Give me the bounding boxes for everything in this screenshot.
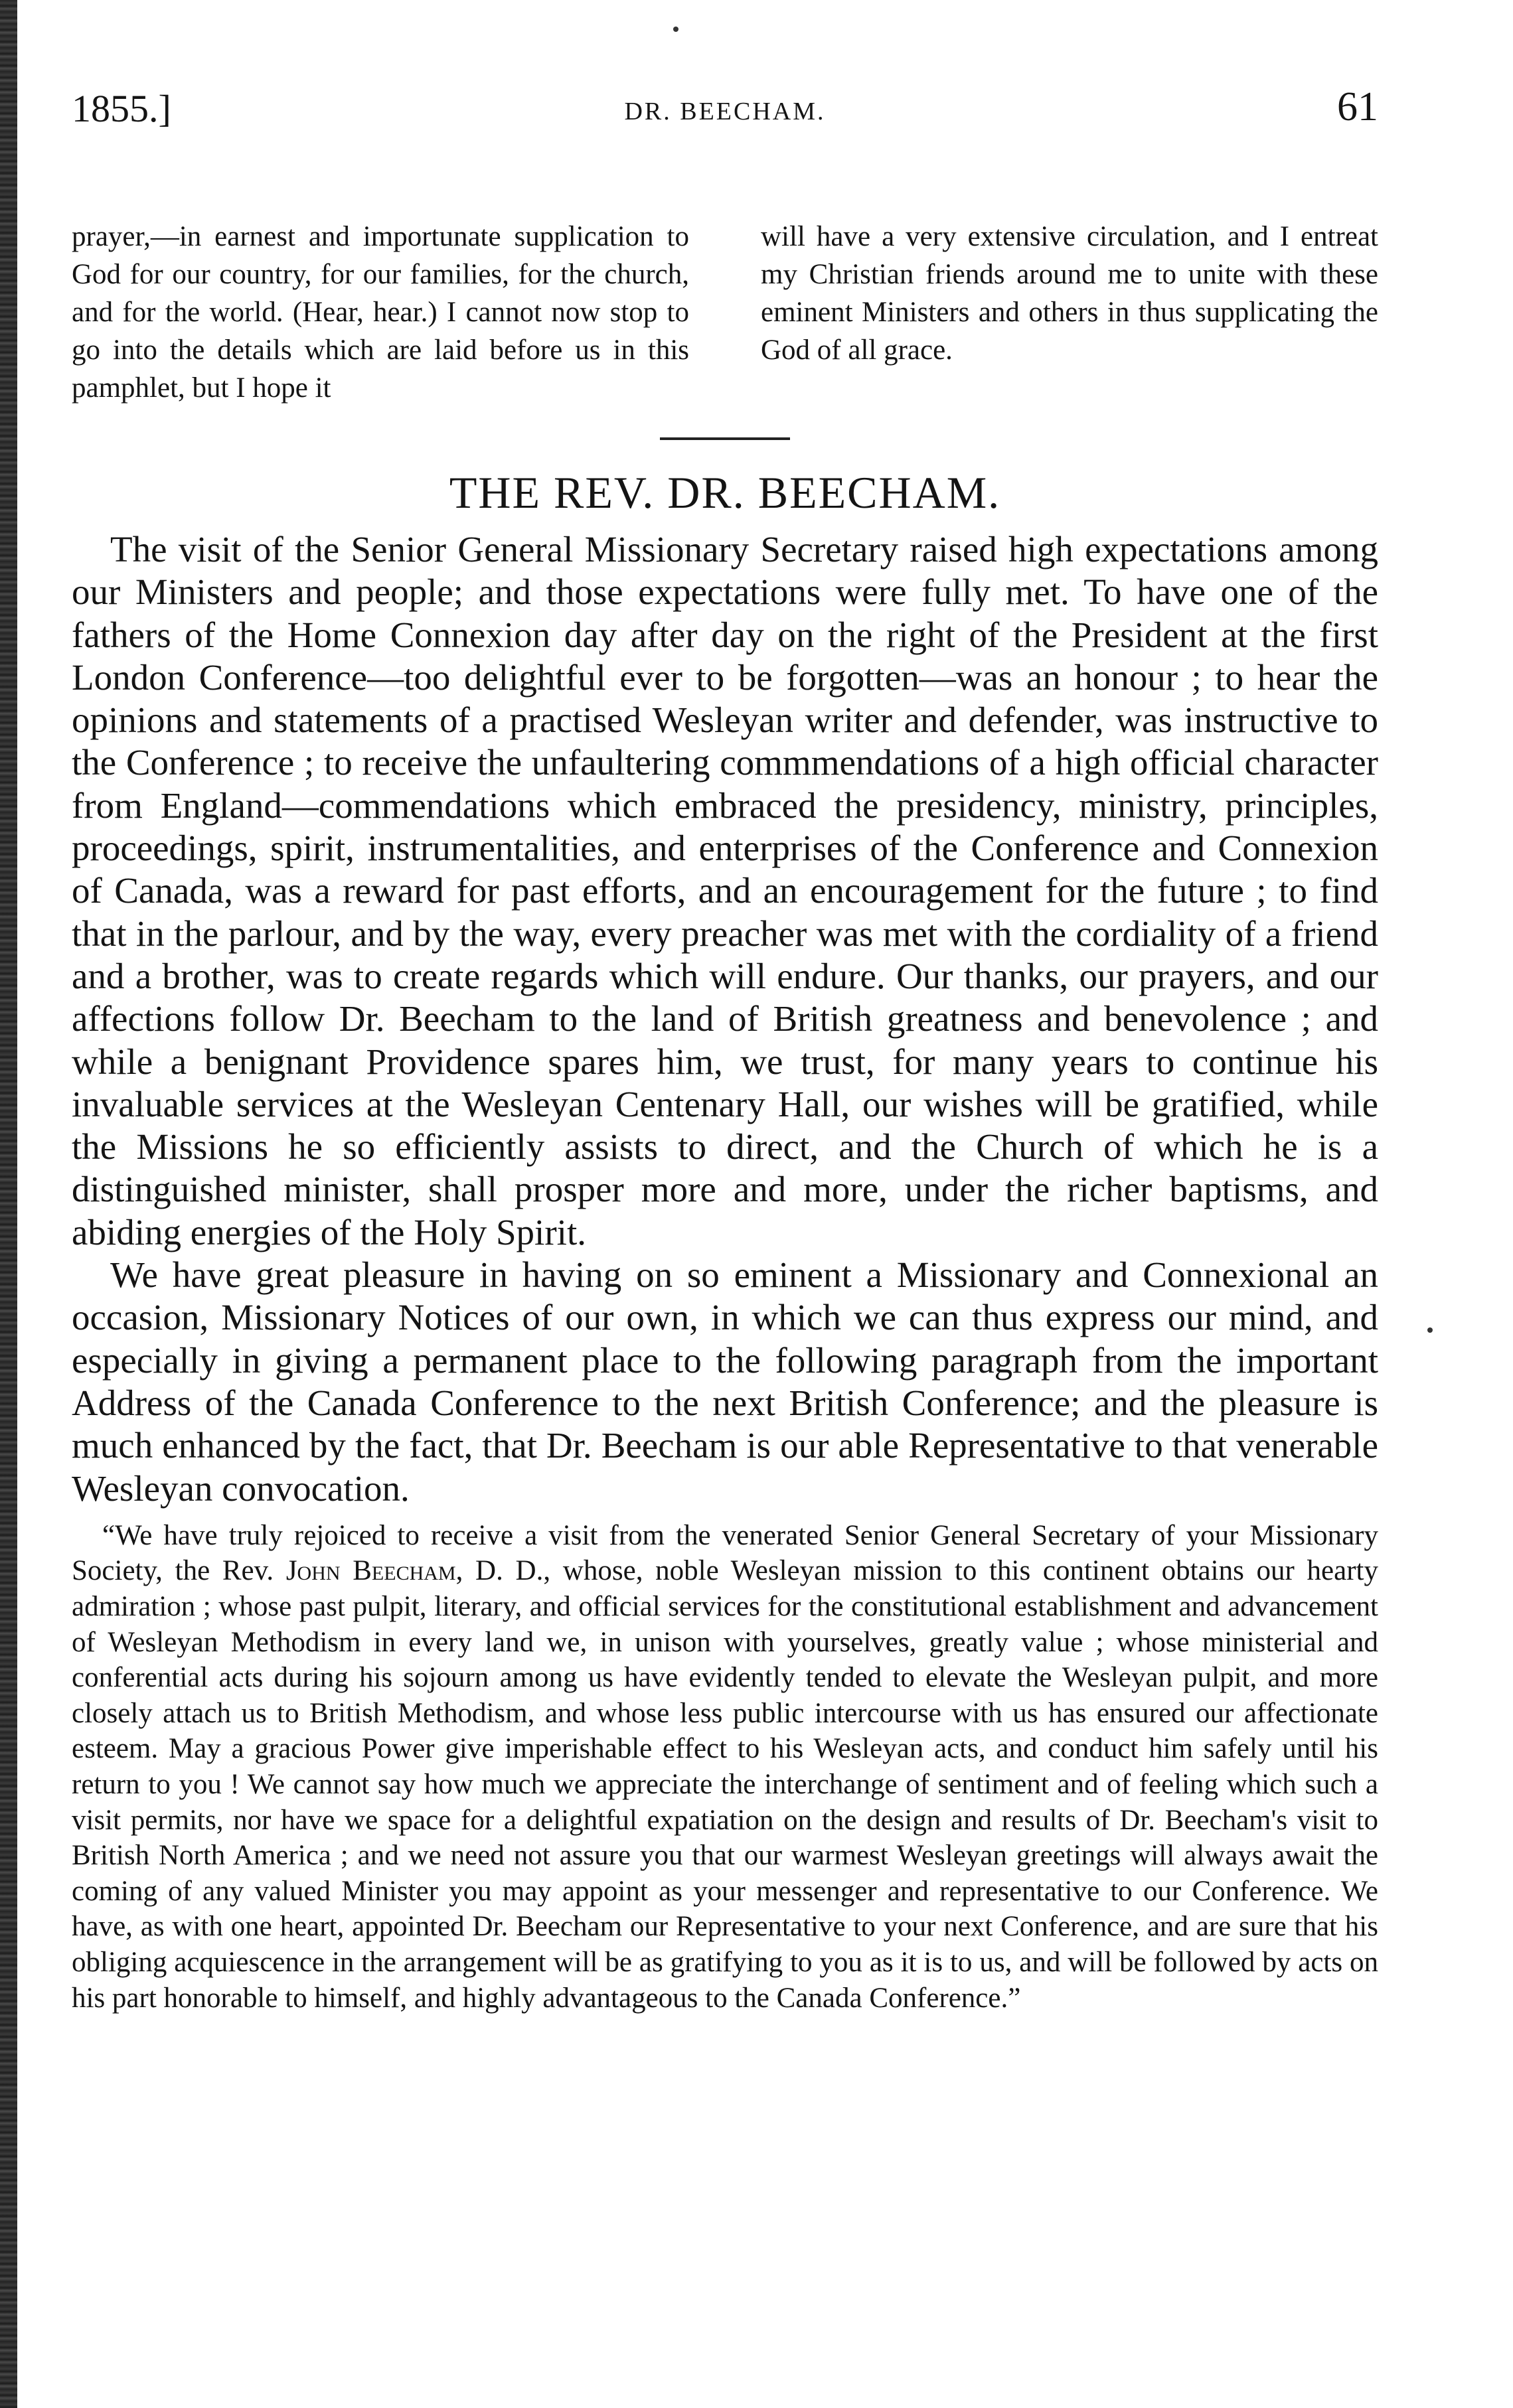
running-head-title: DR. BEECHAM.: [624, 98, 826, 125]
quotation-name: John Beecham: [285, 1555, 456, 1587]
article-paragraph-1: The visit of the Senior General Missionary Secretary raised high expectations among our Ministers and people; and those expectations were fully met. To have one of the fathers of the Home Connexion day after day on the right of the President at the first London Conference—too delightful ever to be forgotten—was an honour ; to hear the opinions and statements of a practised Wesleyan writer and defender, was instructive to the Conference ; to receive the unfaultering commmendations of a high official character from England—commendations which embraced the presidency, ministry, principles, proceedings, spirit, instrumentalities, and enterprises of the Conference and Connexion of Canada, was a reward for past efforts, and an encouragement for the future ; to find that in the parlour, and by the way, every preacher was met with the cordiality of a friend and a brother, was to create regards which will endure. Our thanks, our prayers, and our affections follow Dr. Beecham to the land of British greatness and benevolence ; and while a benignant Providence spares him, we trust, for many years to continue his invaluable services at the Wesleyan Centenary Hall, our wishes will be gratified, while the Missions he so efficiently assists to direct, and the Church of which he is a distinguished minister, shall prosper more and more, under the richer baptisms, and abiding energies of the Holy Spirit.: [72, 529, 1378, 1252]
running-head: [72, 60, 1378, 133]
page-number: 61: [1337, 84, 1378, 129]
article-paragraph-2: We have great pleasure in having on so eminent a Missionary and Connexional an occasion, Missionary Notices of our own, in which we can thus express our mind, and especially in giving a permanent place to the following paragraph from the important Address of the Canada Conference to the next British Conference; and the pleasure is much enhanced by the fact, that Dr. Beecham is our able Representative to that venerable Wesleyan convocation.: [72, 1254, 1378, 1509]
print-speck: [673, 27, 678, 32]
print-speck: [1427, 1327, 1433, 1333]
article-title: THE REV. DR. BEECHAM.: [449, 467, 1001, 518]
page: [72, 60, 1378, 2016]
conference-address-quotation: [72, 1518, 1378, 2016]
section-divider: [660, 437, 790, 440]
continued-left-column: prayer,—in earnest and importunate supplication to God for our country, for our families, for the church, and for the world. (Hear, hear.) I cannot now stop to go into the details which are laid before us in this pamphlet, but I hope it: [72, 221, 689, 404]
continued-text-columns: [72, 218, 1378, 407]
continued-right-column: will have a very extensive circulation, and I entreat my Christian friends around me to unite with these eminent Ministers and others in thus supplicating the God of all grace.: [761, 221, 1378, 366]
quotation-text-before-name: “We have truly rejoiced to receive a visit from the venerated Senior General Secretary of your Missionary Society, the Rev.: [72, 1519, 1378, 1587]
quotation-text-after-name: , D. D., whose, noble Wesleyan mission to this continent obtains our hearty admiration ; whose past pulpit, literary, and official services for the constitutional establishment and advancement of Wesleyan Methodism in every land we, in unison with yourselves, greatly value ; whose ministerial and conferential acts during his sojourn among us have evidently tended to elevate the Wesleyan pulpit, and more closely attach us to British Methodism, and whose less public intercourse with us has ensured our affectionate esteem. May a gracious Power give imperishable effect to his Wesleyan acts, and conduct him safely until his return to you ! We cannot say how much we appreciate the interchange of sentiment and of feeling which such a visit permits, nor have we space for a delightful expatiation on the design and results of Dr. Beecham's visit to British North America ; and we need not assure you that our warmest Wesleyan greetings will always await the coming of any valued Minister you may appoint as your messenger and representative to our Conference. We have, as with one heart, appointed Dr. Beecham our Representative to your next Conference, and are sure that his obliging acquiescence in the arrangement will be as gratifying to you as it is to us, and will be followed by acts on his part honorable to himself, and highly advantageous to the Canada Conference.”: [72, 1555, 1378, 2014]
binding-edge: [0, 0, 17, 2408]
running-head-year: 1855.]: [72, 87, 171, 130]
